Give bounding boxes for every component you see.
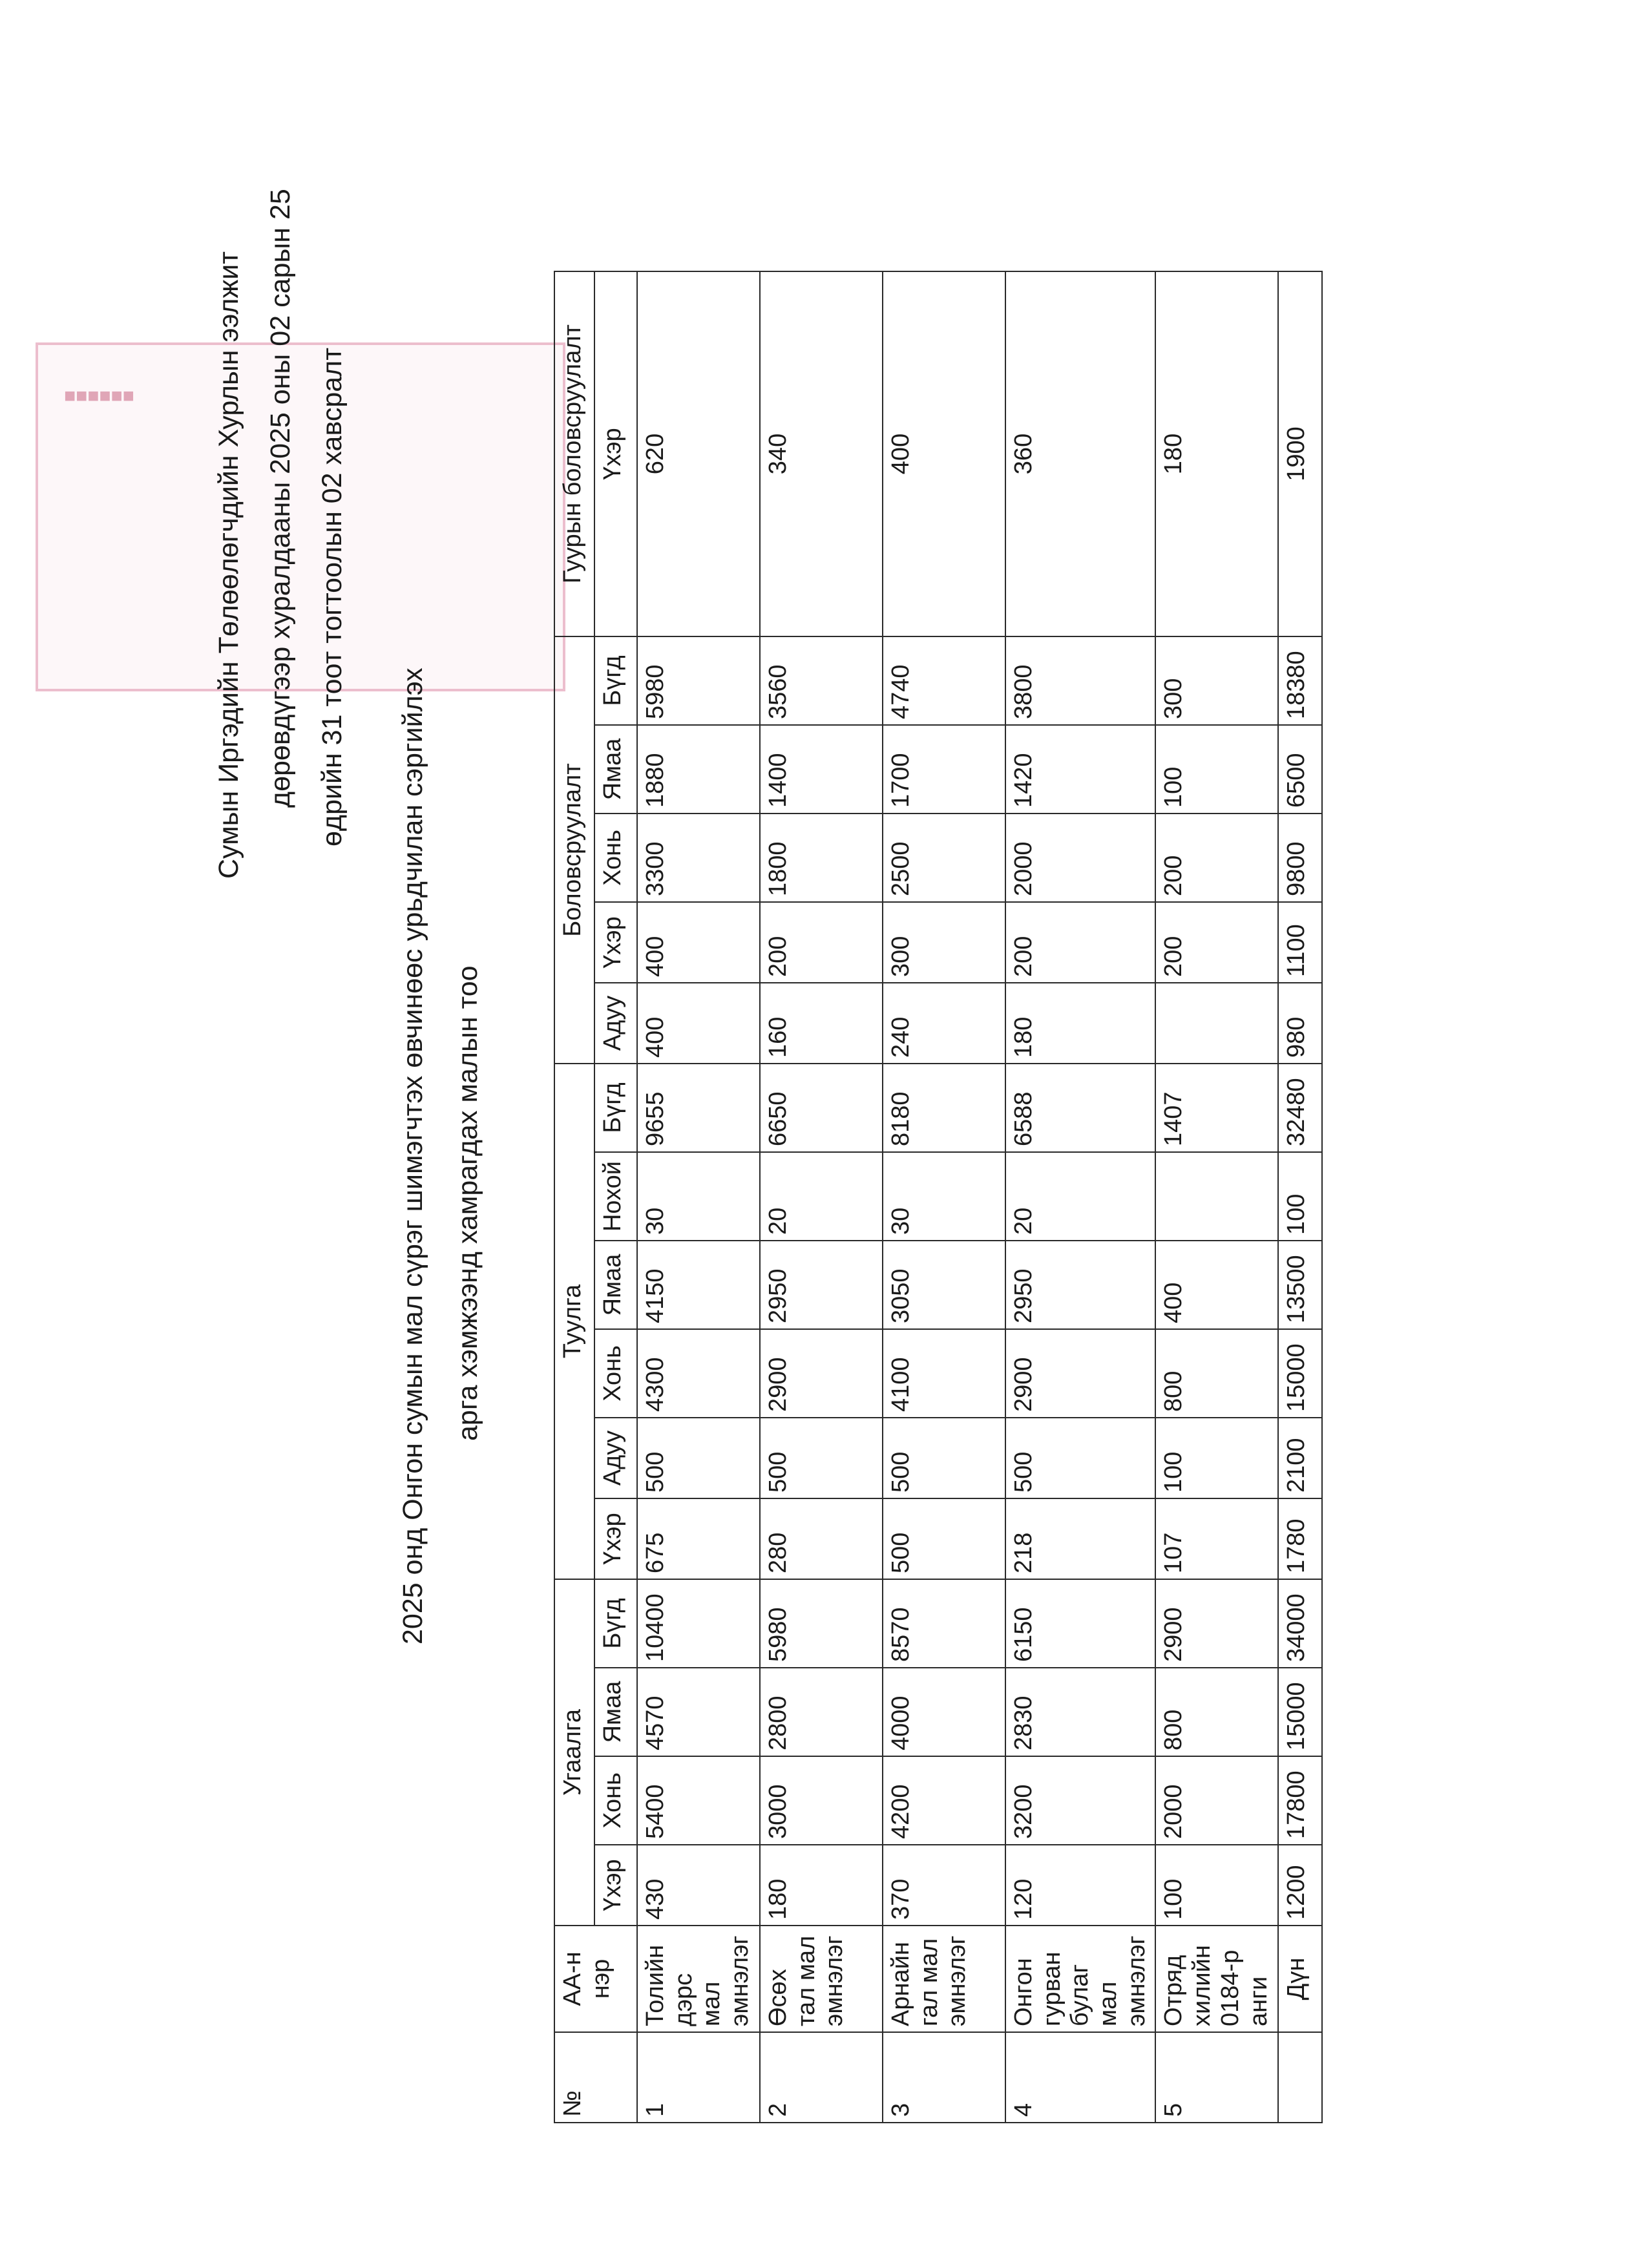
- cell: 1880: [637, 725, 760, 814]
- header-no: №: [554, 2032, 637, 2123]
- sub-header: Бүгд: [594, 1579, 637, 1668]
- cell: 400: [883, 271, 1005, 636]
- cell: 10400: [637, 1579, 760, 1668]
- cell-name: Отряд хилийн 0184-р анги: [1155, 1926, 1278, 2032]
- cell: 180: [760, 1845, 883, 1926]
- cell: 2900: [1005, 1329, 1155, 1418]
- header-name: АА-н нэр: [554, 1926, 637, 2032]
- cell: 1400: [760, 725, 883, 814]
- cell: 2830: [1005, 1668, 1155, 1756]
- cell-no: 3: [883, 2032, 1005, 2123]
- table-row: [760, 271, 883, 2123]
- cell: 4000: [883, 1668, 1005, 1756]
- sub-header: Бүгд: [594, 636, 637, 725]
- livestock-table: [554, 271, 1323, 2123]
- cell: 620: [637, 271, 760, 636]
- cell: 370: [883, 1845, 1005, 1926]
- cell: 8180: [883, 1064, 1005, 1152]
- cell: 3800: [1005, 636, 1155, 725]
- cell-no: 1: [637, 2032, 760, 2123]
- table-row: [883, 271, 1005, 2123]
- cell: 200: [760, 902, 883, 983]
- cell: 218: [1005, 1498, 1155, 1579]
- cell: 160: [760, 983, 883, 1064]
- cell: 400: [637, 983, 760, 1064]
- cell: 120: [1005, 1845, 1155, 1926]
- sub-header: Үхэр: [594, 1498, 637, 1579]
- cell: 30: [883, 1152, 1005, 1241]
- cell: 4740: [883, 636, 1005, 725]
- cell: 980: [1278, 983, 1322, 1064]
- cell: 6500: [1278, 725, 1322, 814]
- cell: 9655: [637, 1064, 760, 1152]
- cell: 1420: [1005, 725, 1155, 814]
- table-row: [1005, 271, 1155, 2123]
- cell: 500: [760, 1418, 883, 1498]
- cell: 4300: [637, 1329, 760, 1418]
- cell: 5980: [760, 1579, 883, 1668]
- sub-header: Ямаа: [594, 725, 637, 814]
- cell: 4150: [637, 1241, 760, 1329]
- header-line-1: Сумын Иргэдийн Төлөөлөгчдийн Хурлын ээлжит: [213, 251, 244, 879]
- cell: 2500: [883, 814, 1005, 902]
- cell: 400: [637, 902, 760, 983]
- table-row: [637, 271, 760, 2123]
- cell: 100: [1155, 1845, 1278, 1926]
- cell: 2950: [1005, 1241, 1155, 1329]
- cell: 1200: [1278, 1845, 1322, 1926]
- cell: 2000: [1005, 814, 1155, 902]
- cell: 3000: [760, 1756, 883, 1845]
- cell: 6650: [760, 1064, 883, 1152]
- cell: 1407: [1155, 1064, 1278, 1152]
- sub-header: Үхэр: [594, 271, 637, 636]
- cell: 200: [1155, 902, 1278, 983]
- cell: 500: [883, 1418, 1005, 1498]
- cell: 3050: [883, 1241, 1005, 1329]
- cell: 500: [883, 1498, 1005, 1579]
- cell: 360: [1005, 271, 1155, 636]
- cell: 6588: [1005, 1064, 1155, 1152]
- document-subtitle: арга хэмжээнд хамрагдах малын тоо: [452, 965, 483, 1441]
- cell: 2900: [1155, 1579, 1278, 1668]
- cell: 6150: [1005, 1579, 1155, 1668]
- cell: 500: [1005, 1418, 1155, 1498]
- sub-header: Үхэр: [594, 902, 637, 983]
- cell: 15000: [1278, 1329, 1322, 1418]
- cell: 17800: [1278, 1756, 1322, 1845]
- cell: 675: [637, 1498, 760, 1579]
- cell: 30: [637, 1152, 760, 1241]
- cell: 800: [1155, 1329, 1278, 1418]
- cell: 1700: [883, 725, 1005, 814]
- cell: 3300: [637, 814, 760, 902]
- sub-header: Нохой: [594, 1152, 637, 1241]
- cell: 500: [637, 1418, 760, 1498]
- cell: 2800: [760, 1668, 883, 1756]
- cell-name: Арнайн гал мал эмнэлэг: [883, 1926, 1005, 2032]
- header-line-3: өдрийн 31 тоот тогтоолын 02 хавсралт: [317, 348, 348, 846]
- cell: 4200: [883, 1756, 1005, 1845]
- cell: 300: [883, 902, 1005, 983]
- cell-no: 2: [760, 2032, 883, 2123]
- cell: 4570: [637, 1668, 760, 1756]
- sub-header: Адуу: [594, 983, 637, 1064]
- cell-name: Онгон гурван булаг мал эмнэлэг: [1005, 1926, 1155, 2032]
- cell: 430: [637, 1845, 760, 1926]
- cell: 8570: [883, 1579, 1005, 1668]
- cell: 240: [883, 983, 1005, 1064]
- cell: 180: [1155, 271, 1278, 636]
- cell: 4100: [883, 1329, 1005, 1418]
- document-title: 2025 онд Онгон сумын мал сүрэг шимэгчтэх өвчинөөс урьдчилан сэргийлэх: [397, 667, 428, 1644]
- cell: 13500: [1278, 1241, 1322, 1329]
- cell: 100: [1278, 1152, 1322, 1241]
- header-line-2: дөрөвдүгээр хуралдааны 2025 оны 02 сарын 25: [265, 189, 296, 808]
- cell: 20: [760, 1152, 883, 1241]
- cell: 1780: [1278, 1498, 1322, 1579]
- cell: 340: [760, 271, 883, 636]
- cell: 34000: [1278, 1579, 1322, 1668]
- cell: 180: [1005, 983, 1155, 1064]
- cell: 15000: [1278, 1668, 1322, 1756]
- cell-name: Толийн дэрс мал эмнэлэг: [637, 1926, 760, 2032]
- cell: 1900: [1278, 271, 1322, 636]
- sub-header: Ямаа: [594, 1668, 637, 1756]
- cell: 2100: [1278, 1418, 1322, 1498]
- sub-header: Ямаа: [594, 1241, 637, 1329]
- cell: 200: [1005, 902, 1155, 983]
- cell: 9800: [1278, 814, 1322, 902]
- cell-no: [1278, 2032, 1322, 2123]
- cell: 100: [1155, 725, 1278, 814]
- sub-header: Бүгд: [594, 1064, 637, 1152]
- total-row: [1278, 271, 1322, 2123]
- cell-no: 5: [1155, 2032, 1278, 2123]
- cell: 32480: [1278, 1064, 1322, 1152]
- group-guuryn: Гуурын боловсруулалт: [554, 271, 594, 636]
- cell: 2000: [1155, 1756, 1278, 1845]
- sub-header: Хонь: [594, 1329, 637, 1418]
- total-label: Дүн: [1278, 1926, 1322, 2032]
- cell: 1100: [1278, 902, 1322, 983]
- cell: 5980: [637, 636, 760, 725]
- cell-name: Өсөх тал мал эмнэлэг: [760, 1926, 883, 2032]
- cell: 200: [1155, 814, 1278, 902]
- group-bolovsruulalt: Боловсруулалт: [554, 636, 594, 1064]
- cell: 800: [1155, 1668, 1278, 1756]
- cell: 20: [1005, 1152, 1155, 1241]
- cell: 5400: [637, 1756, 760, 1845]
- cell: 2900: [760, 1329, 883, 1418]
- cell: 1800: [760, 814, 883, 902]
- cell: [1155, 1152, 1278, 1241]
- cell: 107: [1155, 1498, 1278, 1579]
- cell: 300: [1155, 636, 1278, 725]
- cell: 280: [760, 1498, 883, 1579]
- cell-no: 4: [1005, 2032, 1155, 2123]
- official-stamp: ■■■■■■: [36, 342, 565, 691]
- table-row: [1155, 271, 1278, 2123]
- cell: [1155, 983, 1278, 1064]
- sub-header: Хонь: [594, 1756, 637, 1845]
- cell: 400: [1155, 1241, 1278, 1329]
- cell: 100: [1155, 1418, 1278, 1498]
- cell: 3200: [1005, 1756, 1155, 1845]
- sub-header: Үхэр: [594, 1845, 637, 1926]
- cell: 3560: [760, 636, 883, 725]
- sub-header: Адуу: [594, 1418, 637, 1498]
- group-ugaalga: Угаалга: [554, 1579, 594, 1926]
- cell: 2950: [760, 1241, 883, 1329]
- sub-header: Хонь: [594, 814, 637, 902]
- group-tuulga: Туулга: [554, 1064, 594, 1579]
- cell: 18380: [1278, 636, 1322, 725]
